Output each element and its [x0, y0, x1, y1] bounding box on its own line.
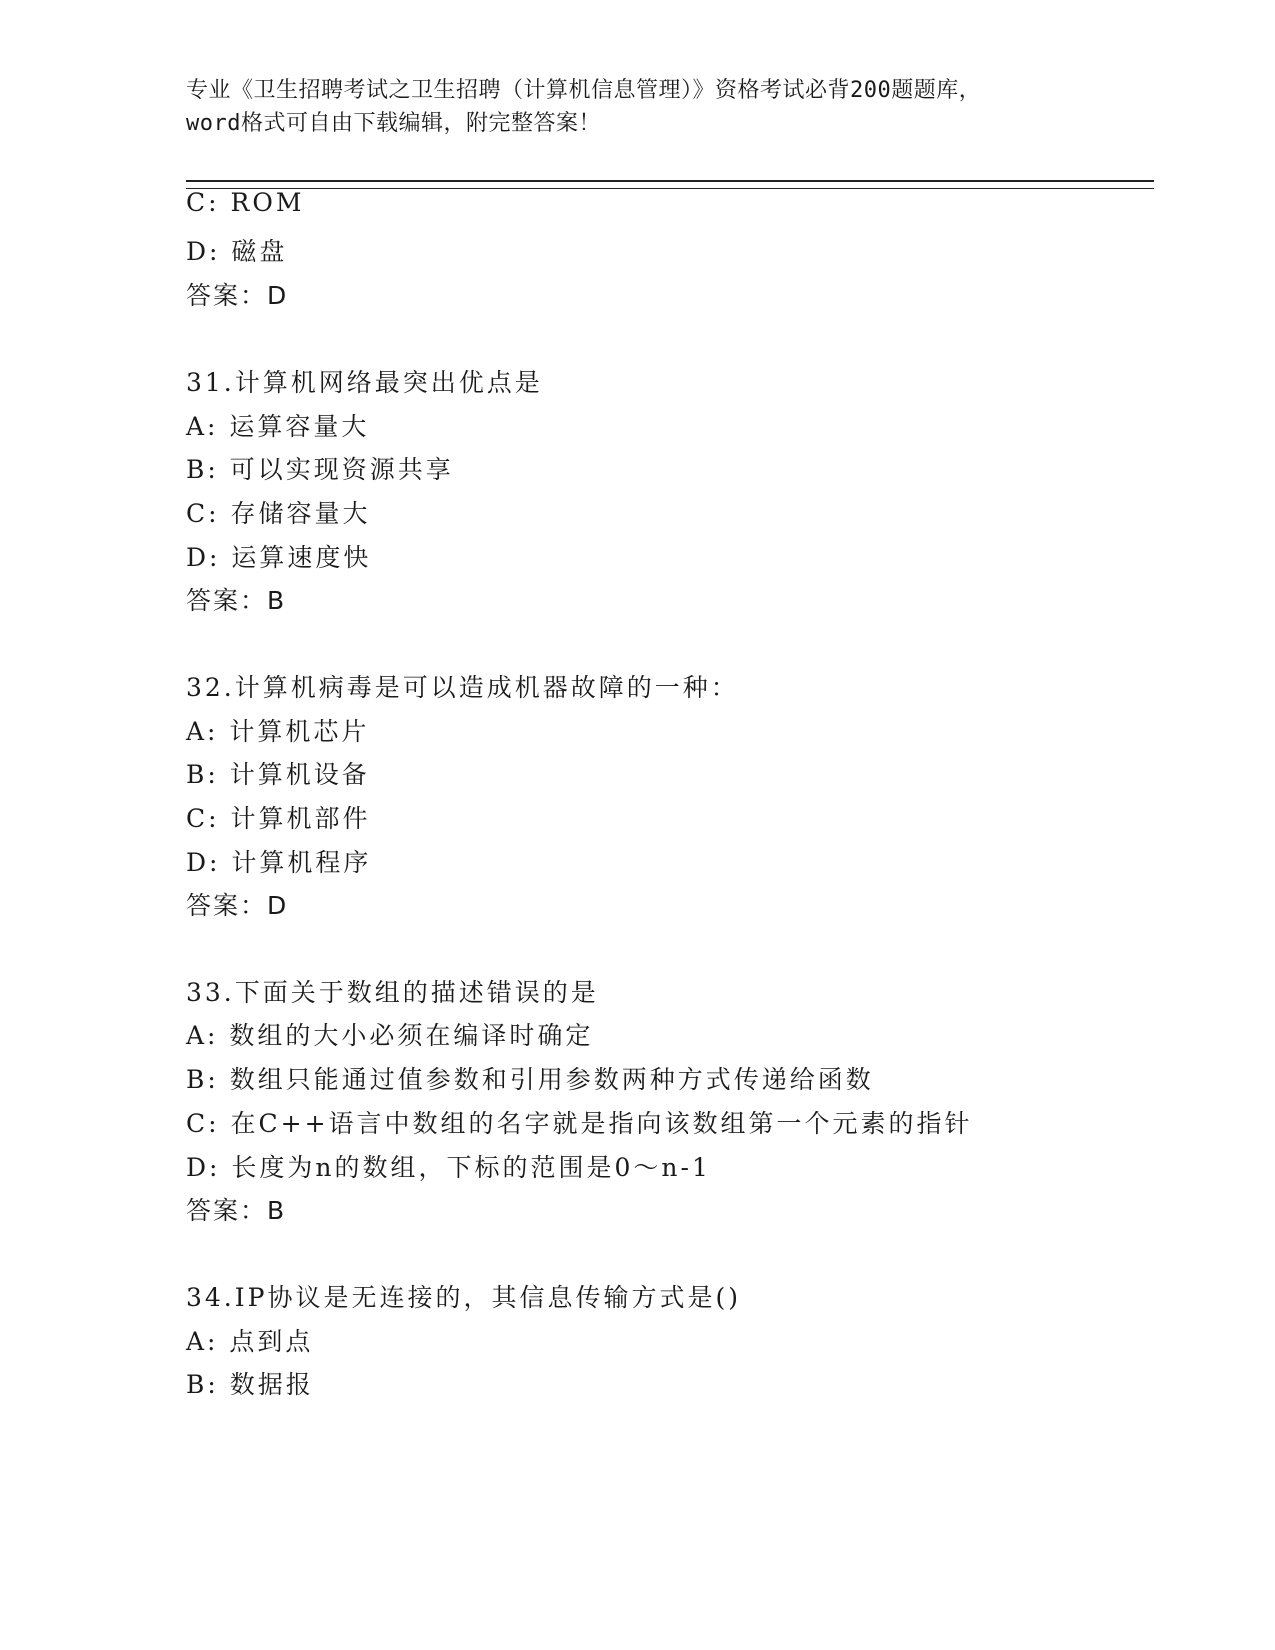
q31-option-d: D: 运算速度快 [186, 543, 372, 572]
q31-option-c: C: 存储容量大 [186, 499, 371, 528]
q32-option-d: D: 计算机程序 [186, 848, 372, 877]
prev-option-d: D: 磁盘 [186, 237, 288, 266]
q31-question: 31.计算机网络最突出优点是 [186, 368, 543, 397]
q33-question: 33.下面关于数组的描述错误的是 [186, 978, 599, 1007]
q32-answer: 答案：D [186, 891, 289, 920]
q32-question: 32.计算机病毒是可以造成机器故障的一种： [186, 673, 739, 702]
header-title-line-2: word格式可自由下载编辑，附完整答案！ [186, 111, 601, 136]
q32-option-c: C: 计算机部件 [186, 804, 371, 833]
prev-answer: 答案：D [186, 281, 289, 310]
header-title-line-1: 专业《卫生招聘考试之卫生招聘（计算机信息管理）》资格考试必背200题题库， [186, 78, 982, 103]
q31-answer: 答案：B [186, 586, 287, 615]
q32-option-a: A: 计算机芯片 [186, 717, 370, 746]
q34-option-a: A: 点到点 [186, 1327, 314, 1356]
q33-answer: 答案：B [186, 1196, 287, 1225]
q33-option-b: B: 数组只能通过值参数和引用参数两种方式传递给函数 [186, 1065, 874, 1094]
prev-option-c: C: ROM [186, 188, 305, 217]
q31-option-a: A: 运算容量大 [186, 412, 370, 441]
q34-question: 34.IP协议是无连接的，其信息传输方式是() [186, 1283, 741, 1312]
header-divider [186, 180, 1154, 189]
q33-option-c: C: 在C++语言中数组的名字就是指向该数组第一个元素的指针 [186, 1109, 973, 1138]
q33-option-a: A: 数组的大小必须在编译时确定 [186, 1021, 594, 1050]
document-header [186, 74, 1086, 140]
q32-option-b: B: 计算机设备 [186, 760, 370, 789]
q31-option-b: B: 可以实现资源共享 [186, 455, 454, 484]
q33-option-d: D: 长度为n的数组，下标的范围是0～n-1 [186, 1153, 711, 1182]
q34-option-b: B: 数据报 [186, 1370, 314, 1399]
